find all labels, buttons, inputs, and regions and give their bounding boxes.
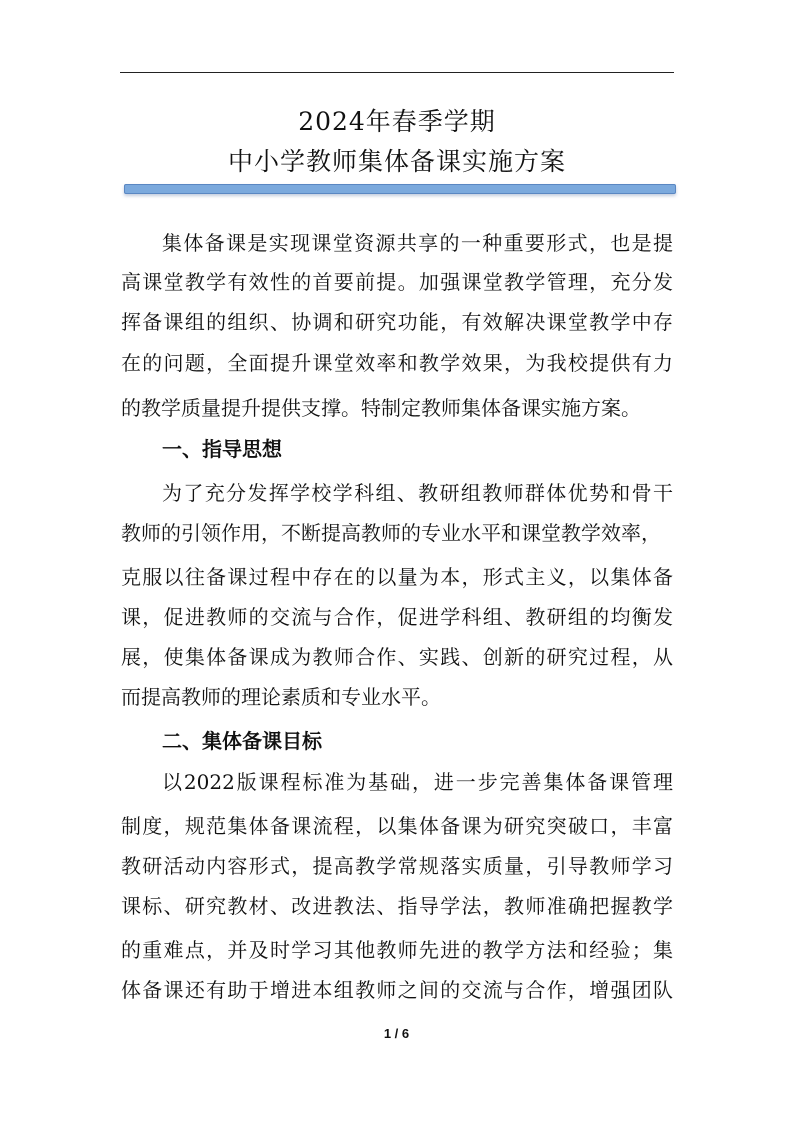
text-line: 在的问题，全面提升课堂效率和教学效果，为我校提供有力 <box>121 351 673 375</box>
document-title-line-1: 2024年春季学期 <box>298 107 496 136</box>
title-underline-bar <box>124 184 676 194</box>
text-line: 教研活动内容形式，提高教学常规落实质量，引导教师学习 <box>121 854 673 878</box>
page-number: 1 / 6 <box>383 1026 410 1041</box>
text-line: 教师的引领作用，不断提高教师的专业水平和课堂教学效率， <box>121 521 661 545</box>
text-line: 的重难点，并及时学习其他教师先进的教学方法和经验；集 <box>121 938 673 962</box>
text-line: 挥备课组的组织、协调和研究功能，有效解决课堂教学中存 <box>121 310 673 334</box>
text-line: 体备课还有助于增进本组教师之间的交流与合作，增强团队 <box>121 978 673 1002</box>
text-line: 克服以往备课过程中存在的以量为本，形式主义，以集体备 <box>121 565 673 589</box>
text-line: 集体备课是实现课堂资源共享的一种重要形式，也是提 <box>162 231 673 255</box>
header-rule <box>120 72 674 73</box>
section-heading-guiding-ideology: 一、指导思想 <box>162 437 282 461</box>
text-line: 的教学质量提升提供支撑。特制定教师集体备课实施方案。 <box>121 396 641 420</box>
text-line: 以2022版课程标准为基础，进一步完善集体备课管理 <box>162 770 673 794</box>
text-line: 而提高教师的理论素质和专业水平。 <box>121 685 441 709</box>
section-heading-collective-lesson-goals: 二、集体备课目标 <box>162 729 322 753</box>
text-line: 课，促进教师的交流与合作，促进学科组、教研组的均衡发 <box>121 605 673 629</box>
text-line: 为了充分发挥学校学科组、教研组教师群体优势和骨干 <box>162 481 673 505</box>
text-line: 课标、研究教材、改进教法、指导学法，教师准确把握教学 <box>121 894 673 918</box>
text-line: 高课堂教学有效性的首要前提。加强课堂教学管理，充分发 <box>121 270 673 294</box>
text-line: 展，使集体备课成为教师合作、实践、创新的研究过程，从 <box>121 645 673 669</box>
text-line: 制度，规范集体备课流程，以集体备课为研究突破口，丰富 <box>121 814 673 838</box>
document-title-line-2: 中小学教师集体备课实施方案 <box>227 147 566 176</box>
